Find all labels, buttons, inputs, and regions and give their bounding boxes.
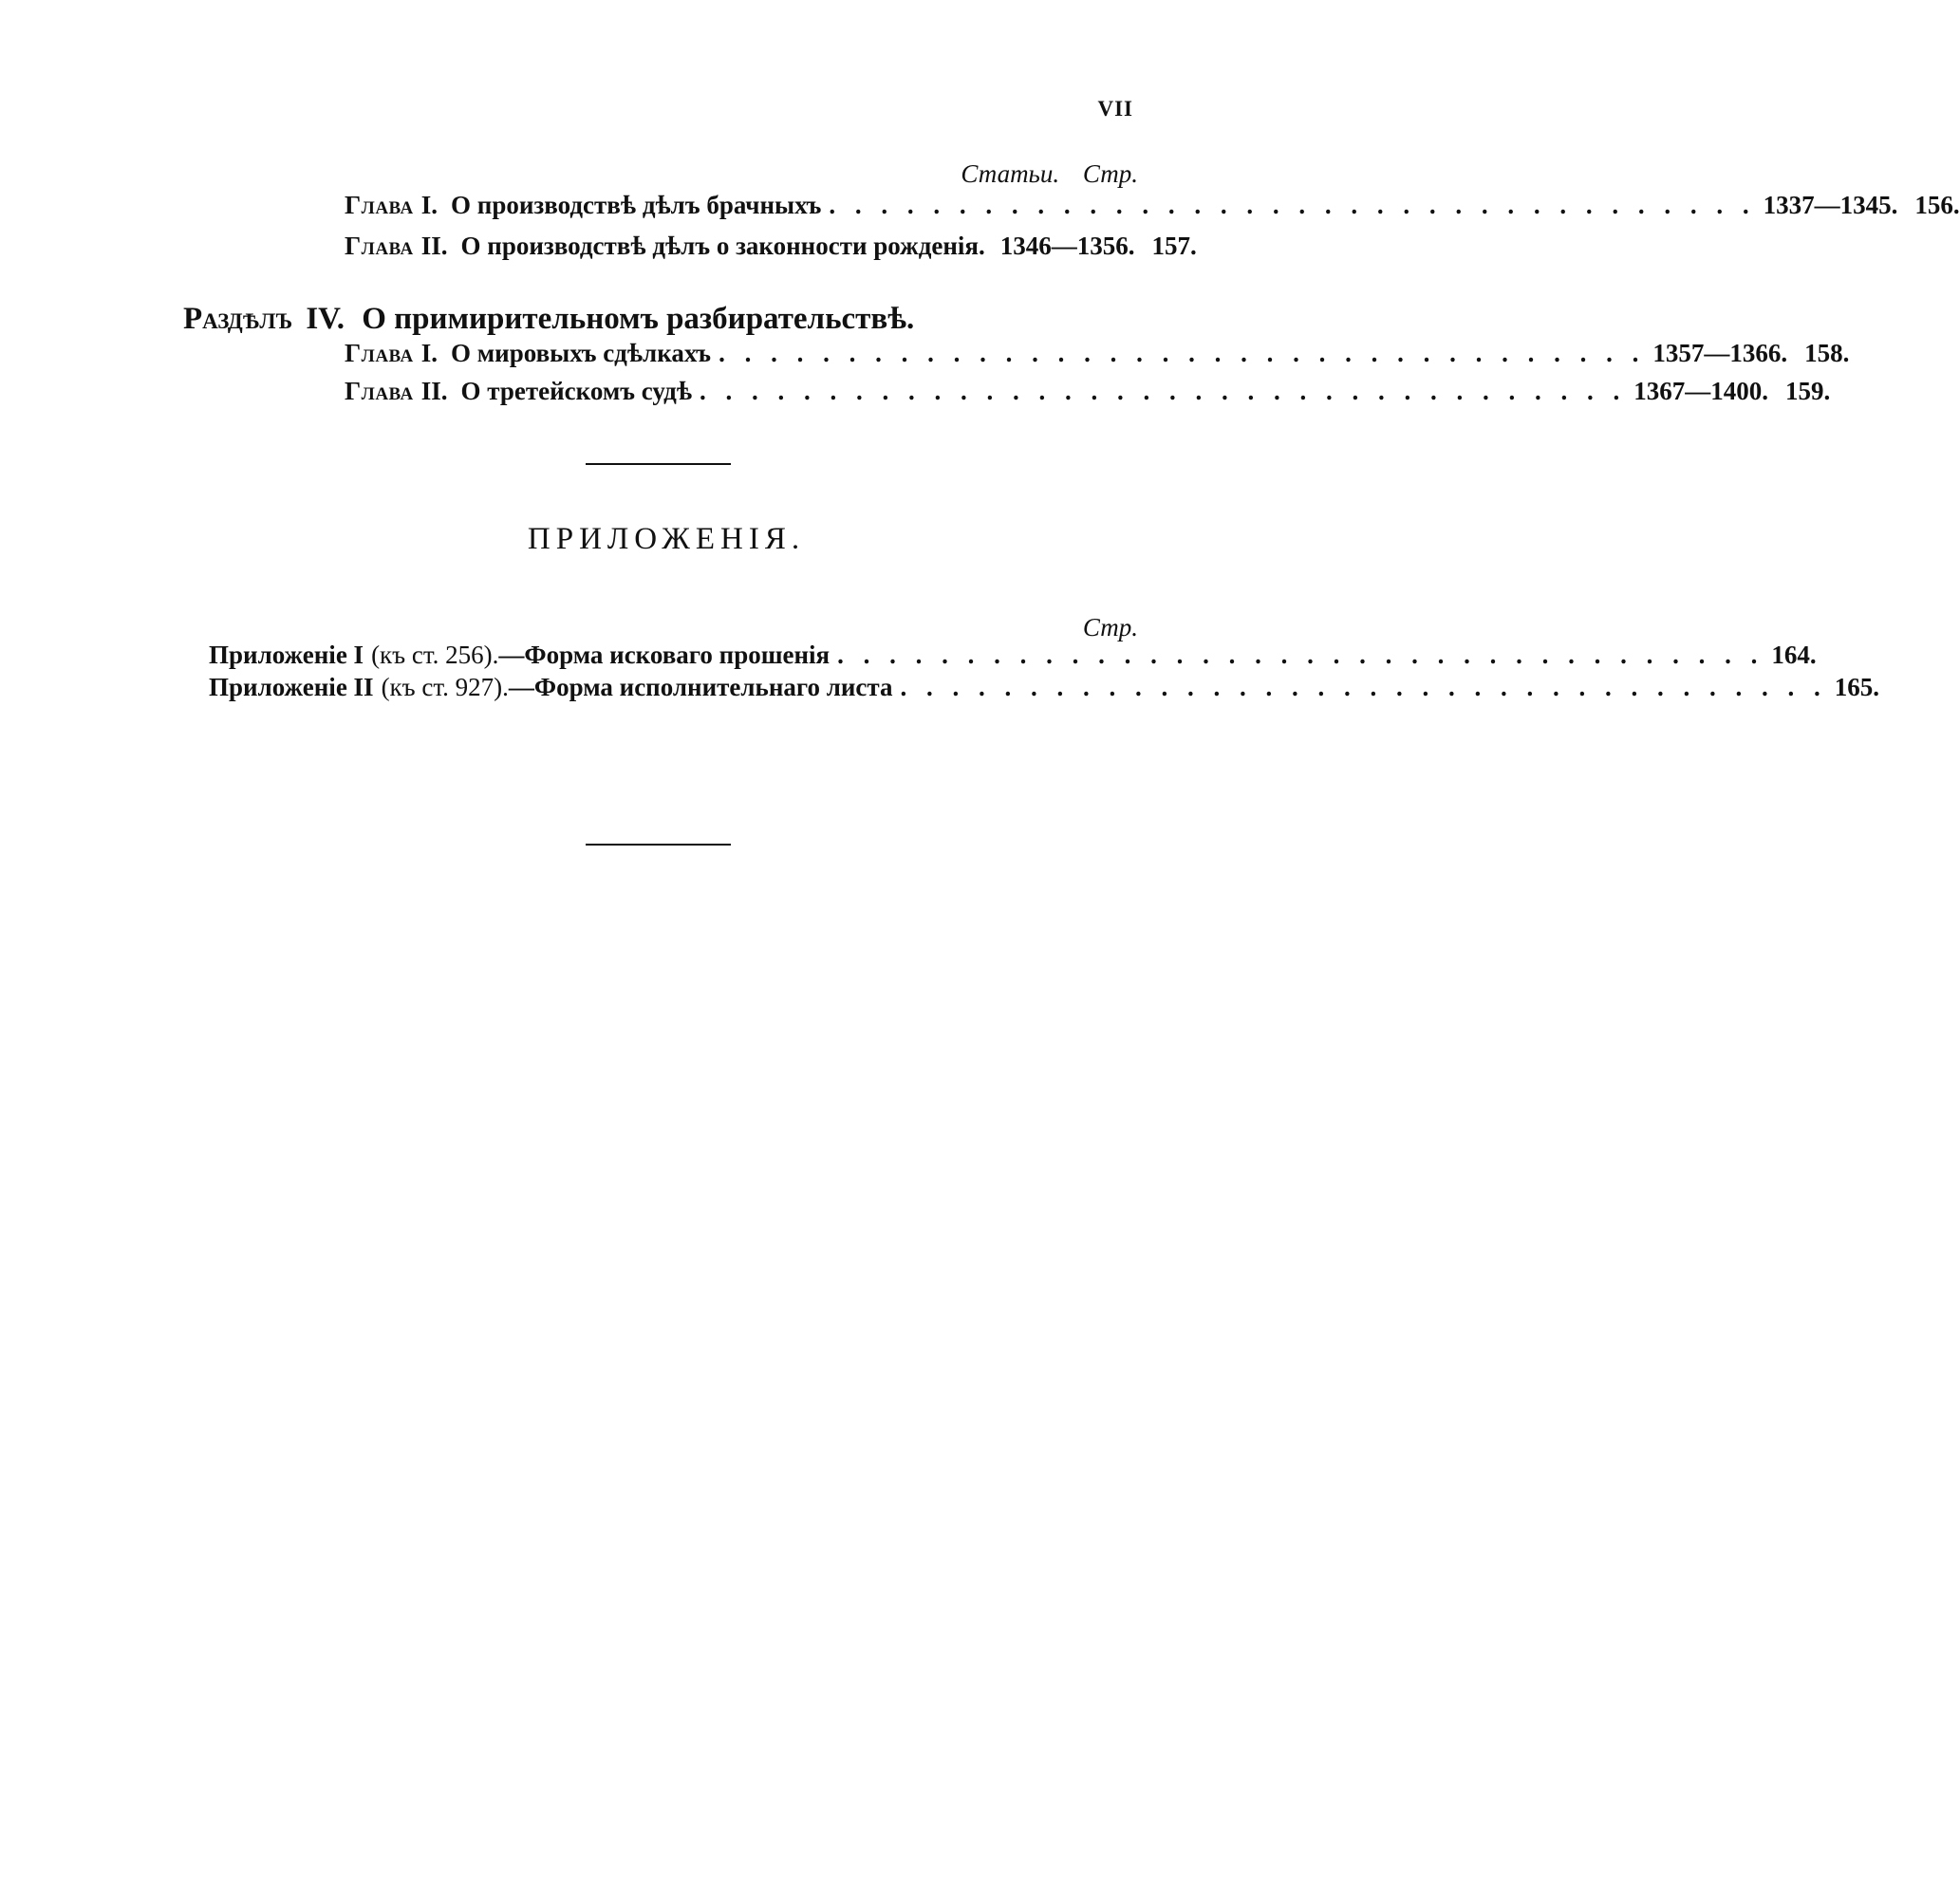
entry-number: I. bbox=[420, 191, 439, 219]
page-number: VII bbox=[1097, 97, 1133, 121]
appendix-entry bbox=[209, 672, 1879, 702]
entry-title: О производствѣ дѣлъ брачныхъ bbox=[451, 191, 822, 219]
entry-page: 156. bbox=[1914, 191, 1960, 219]
appendix-label: Приложеніе I bbox=[209, 641, 364, 669]
appendix-entry bbox=[209, 640, 1817, 670]
entry-articles: 1346—1356. bbox=[999, 232, 1135, 260]
entry-articles: 1337—1345. bbox=[1763, 191, 1898, 219]
horizontal-rule bbox=[586, 463, 731, 465]
entry-page: 157. bbox=[1151, 232, 1197, 260]
entry-keyword: Глава bbox=[345, 339, 414, 367]
page-column-header: Стр. bbox=[1082, 159, 1138, 188]
entry-title: О третейскомъ судѣ bbox=[460, 377, 693, 405]
section-number: IV. bbox=[306, 302, 345, 336]
appendix-description: —Форма исполнительнаго листа bbox=[508, 673, 893, 701]
entry-title: О мировыхъ сдѣлкахъ bbox=[451, 339, 712, 367]
appendix-page: 164. bbox=[1771, 641, 1817, 669]
toc-entry bbox=[345, 338, 1850, 368]
dot-leader: . . . . . . . . . . . . . . . . . . . . . . . . . . . . . . . . . . . . bbox=[900, 673, 1827, 701]
section-heading bbox=[183, 302, 914, 337]
dot-leader: . . . . . . . . . . . . . . . . . . . . . . . . . . . . . . . . . . . . bbox=[700, 377, 1627, 405]
horizontal-rule bbox=[586, 844, 731, 846]
entry-title: О производствѣ дѣлъ о законности рожденія. bbox=[460, 232, 985, 260]
appendix-title: ПРИЛОЖЕНІЯ. bbox=[527, 522, 806, 556]
appendix-description: —Форма исковаго прошенія bbox=[498, 641, 831, 669]
entry-articles: 1367—1400. bbox=[1633, 377, 1769, 405]
entry-articles: 1357—1366. bbox=[1652, 339, 1788, 367]
appendix-reference: (къ ст. 256). bbox=[371, 641, 499, 669]
toc-entry bbox=[345, 231, 1197, 261]
appendix-page: 165. bbox=[1834, 673, 1879, 701]
column-headers bbox=[961, 159, 1138, 189]
dot-leader: . . . . . . . . . . . . . . . . . . . . . . . . . . . . . . . . . . . . bbox=[837, 641, 1764, 669]
dot-leader: . . . . . . . . . . . . . . . . . . . . . . . . . . . . . . . . . . . . bbox=[829, 191, 1756, 219]
appendix-page-column-header: Стр. bbox=[1082, 613, 1138, 642]
articles-column-header: Статьи. bbox=[961, 159, 1060, 188]
dot-leader: . . . . . . . . . . . . . . . . . . . . . . . . . . . . . . . . . . . . bbox=[719, 339, 1646, 367]
entry-keyword: Глава bbox=[345, 232, 414, 260]
entry-number: I. bbox=[420, 339, 439, 367]
entry-page: 159. bbox=[1785, 377, 1831, 405]
toc-entry bbox=[345, 190, 1960, 220]
section-title: О примирительномъ разбирательствѣ. bbox=[362, 302, 915, 336]
entry-number: II. bbox=[420, 377, 448, 405]
toc-entry bbox=[345, 376, 1831, 406]
section-keyword: Раздѣлъ bbox=[183, 302, 293, 336]
entry-keyword: Глава bbox=[345, 191, 414, 219]
appendix-label: Приложеніе II bbox=[209, 673, 374, 701]
entry-number: II. bbox=[420, 232, 448, 260]
appendix-reference: (къ ст. 927). bbox=[381, 673, 509, 701]
entry-page: 158. bbox=[1804, 339, 1850, 367]
entry-keyword: Глава bbox=[345, 377, 414, 405]
